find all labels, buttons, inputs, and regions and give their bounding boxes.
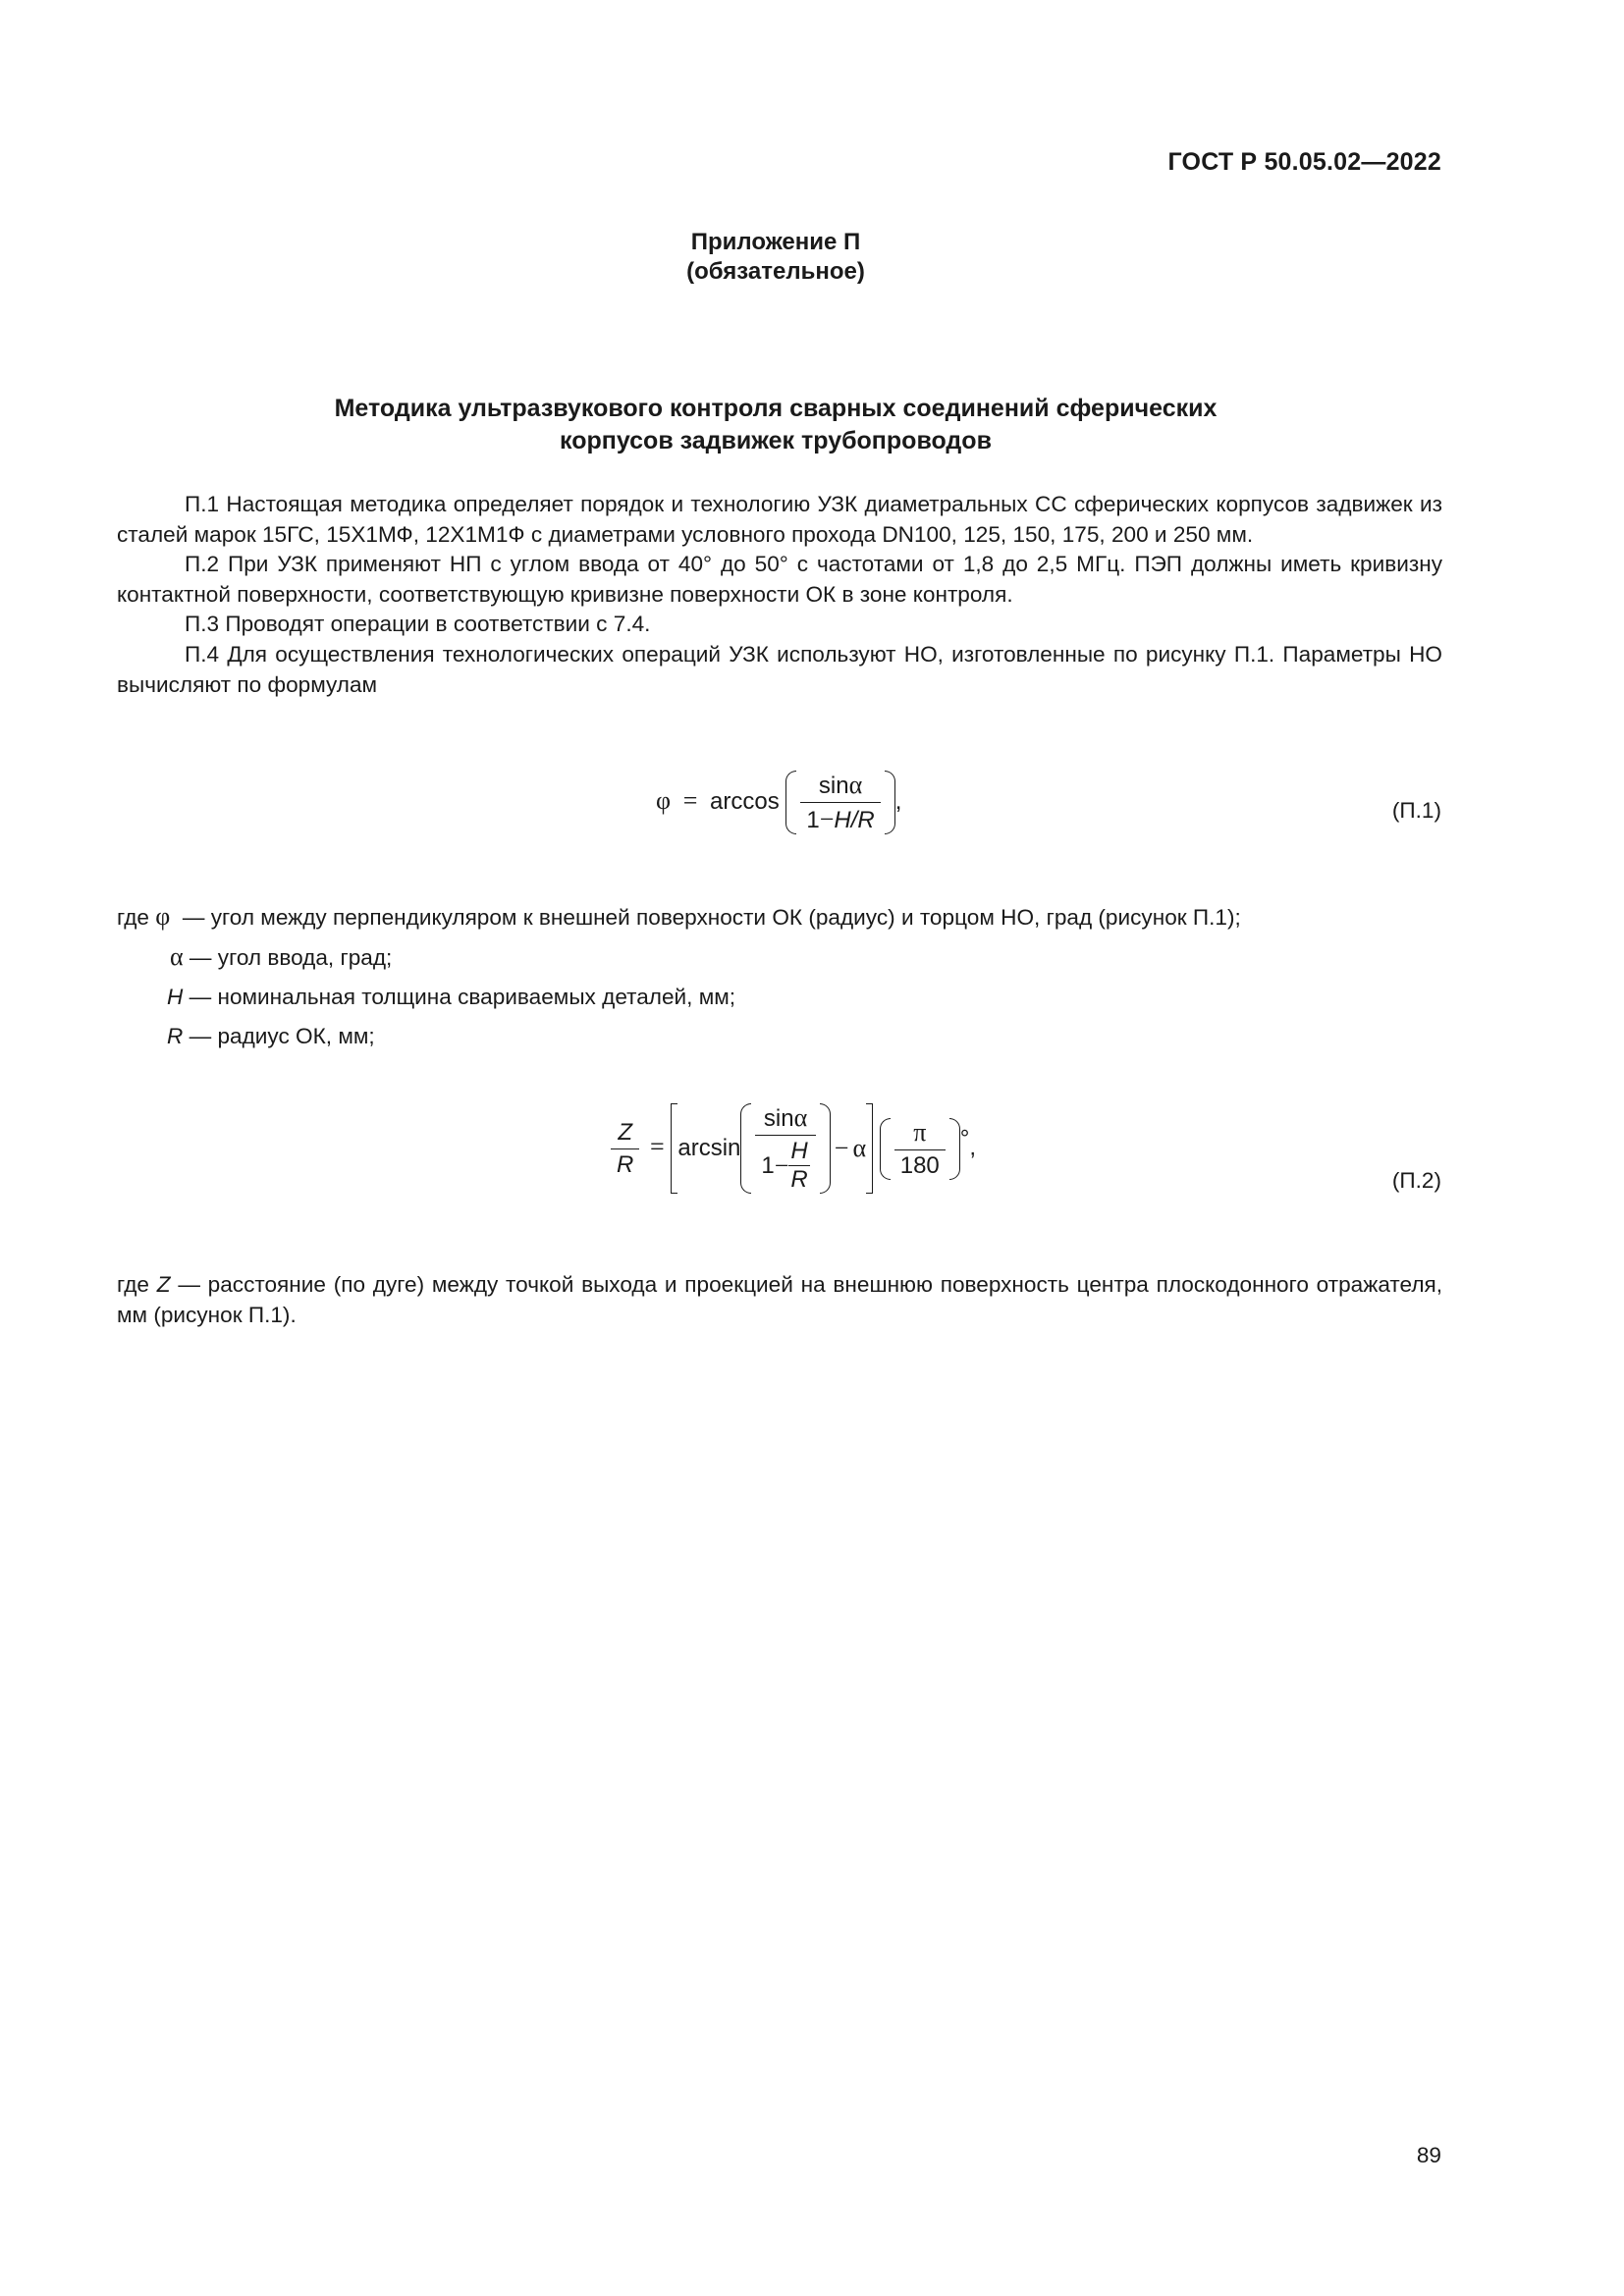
formula1-den-minus: − — [819, 805, 835, 833]
page-number: 89 — [1416, 2143, 1441, 2167]
section-title-line-2: корпусов задвижек трубопроводов — [560, 427, 992, 454]
def-phi — [117, 903, 1241, 932]
formula2-lhs-den: R — [611, 1148, 639, 1179]
document-id: ГОСТ Р 50.05.02—2022 — [1167, 148, 1441, 176]
definitions-1 — [117, 903, 1241, 1050]
formula1-den-var: H/R — [834, 807, 875, 833]
section-title — [0, 393, 1551, 457]
formula2-numerator — [758, 1103, 813, 1135]
formula1-func: arccos — [710, 787, 780, 815]
formula1-equals: = — [682, 785, 698, 815]
formula1-lhs: φ — [656, 785, 672, 815]
def-alpha-symbol: α — [170, 942, 184, 971]
formula1-numerator — [813, 771, 868, 802]
section-title-line-1: Методика ультразвукового контроля сварных соединений сферических — [334, 395, 1218, 422]
def-z-symbol: Z — [156, 1272, 171, 1297]
formula2-inner-paren — [740, 1103, 830, 1194]
appendix-status: (обязательное) — [686, 258, 865, 285]
formula2-fraction — [755, 1103, 815, 1194]
formula1-number: (П.1) — [1391, 798, 1441, 823]
formula2-right-bracket — [866, 1103, 873, 1194]
paragraph-p4: П.4 Для осуществления технологических операций УЗК используют НО, изготовленные по рисунку П.1. Параметры НО вычисляют по формулам — [117, 641, 1442, 697]
formula1-den-one: 1 — [806, 807, 820, 833]
formula2-den-minus: − — [774, 1150, 789, 1180]
formula-p2 — [607, 1103, 976, 1194]
def-alpha — [170, 943, 1241, 972]
formula2-denominator — [755, 1135, 815, 1194]
appendix-title: Приложение П — [690, 229, 861, 255]
formula2-den-one: 1 — [761, 1151, 775, 1179]
def-phi-lead: где — [117, 905, 149, 930]
formula2-number: (П.2) — [1391, 1168, 1441, 1193]
def-r-symbol: R — [167, 1024, 184, 1048]
formula2-trail: , — [969, 1134, 977, 1161]
formula2-minus: − — [834, 1134, 849, 1162]
formula2-equals: = — [650, 1132, 665, 1161]
formula2-lhs-fraction — [611, 1119, 639, 1179]
formula2-lhs-num: Z — [618, 1118, 632, 1146]
formula2-func: arcsin — [677, 1135, 741, 1161]
def-r — [167, 1023, 1241, 1050]
formula1-denominator — [800, 802, 880, 834]
def-h — [167, 984, 1241, 1011]
formula1-fraction — [800, 771, 880, 834]
paragraph-p1: П.1 Настоящая методика определяет порядок и технологию УЗК диаметральных СС сферических корпусов задвижек из сталей марок 15ГС, 15Х1МФ, 12Х1М1Ф с диаметрами условного прохода DN100, 125, 150, 175, 200 и 250 мм. — [117, 492, 1442, 547]
formula2-left-bracket — [671, 1103, 677, 1194]
formula2-inner-den: R — [790, 1166, 808, 1193]
def-z-text: — расстояние (по дуге) между точкой выхода и проекцией на внешнюю поверхность центра плоскодонного отражателя, мм (рисунок П.1). — [117, 1272, 1443, 1327]
formula2-pi: π — [913, 1117, 927, 1147]
formula2-deg-paren — [880, 1118, 960, 1180]
formula2-deg-den: 180 — [894, 1149, 946, 1180]
def-r-text: — радиус ОК, мм; — [189, 1024, 375, 1048]
definitions-2 — [117, 1270, 1442, 1330]
formula1-right-paren — [885, 771, 895, 834]
def-h-text: — номинальная толщина свариваемых деталей, мм; — [189, 985, 736, 1009]
def-z-lead: где — [117, 1272, 149, 1297]
def-alpha-text: — угол ввода, град; — [189, 945, 393, 970]
formula1-num-fn: sin — [818, 773, 849, 799]
formula2-inner-num: H — [790, 1138, 808, 1164]
formula1-trail: , — [894, 787, 902, 815]
formula2-alpha: α — [852, 1134, 867, 1162]
paragraph-p3: П.3 Проводят операции в соответствии с 7.4. — [185, 612, 651, 637]
def-phi-text: — угол между перпендикуляром к внешней поверхности ОК (радиус) и торцом НО, град (рисунок П.1); — [182, 905, 1241, 930]
formula1-num-var: α — [848, 771, 863, 799]
formula2-inner-fraction — [788, 1138, 809, 1194]
formula2-inner-left-paren — [740, 1103, 751, 1194]
formula2-num-fn: sin — [763, 1105, 794, 1132]
def-h-symbol: H — [167, 985, 184, 1009]
def-z — [117, 1270, 1442, 1330]
formula2-num-var: α — [793, 1103, 808, 1132]
formula-p1 — [656, 771, 901, 834]
formula2-degree: ° — [959, 1125, 970, 1152]
formula1-left-paren — [785, 771, 796, 834]
paragraph-p2: П.2 При УЗК применяют НП с углом ввода от 40° до 50° с частотами от 1,8 до 2,5 МГц. ПЭП должны иметь кривизну контактной поверхности, соответствующую кривизне поверхности ОК в зоне контроля. — [117, 552, 1442, 607]
formula2-deg-right-paren — [949, 1118, 960, 1180]
formula2-bracket — [671, 1103, 873, 1194]
formula2-inner-right-paren — [820, 1103, 831, 1194]
formula2-deg-left-paren — [880, 1118, 891, 1180]
formula2-deg-fraction — [894, 1118, 946, 1180]
def-phi-symbol: φ — [155, 902, 171, 931]
body-text — [117, 490, 1442, 700]
appendix-heading — [0, 228, 1551, 287]
formula1-paren — [785, 771, 894, 834]
